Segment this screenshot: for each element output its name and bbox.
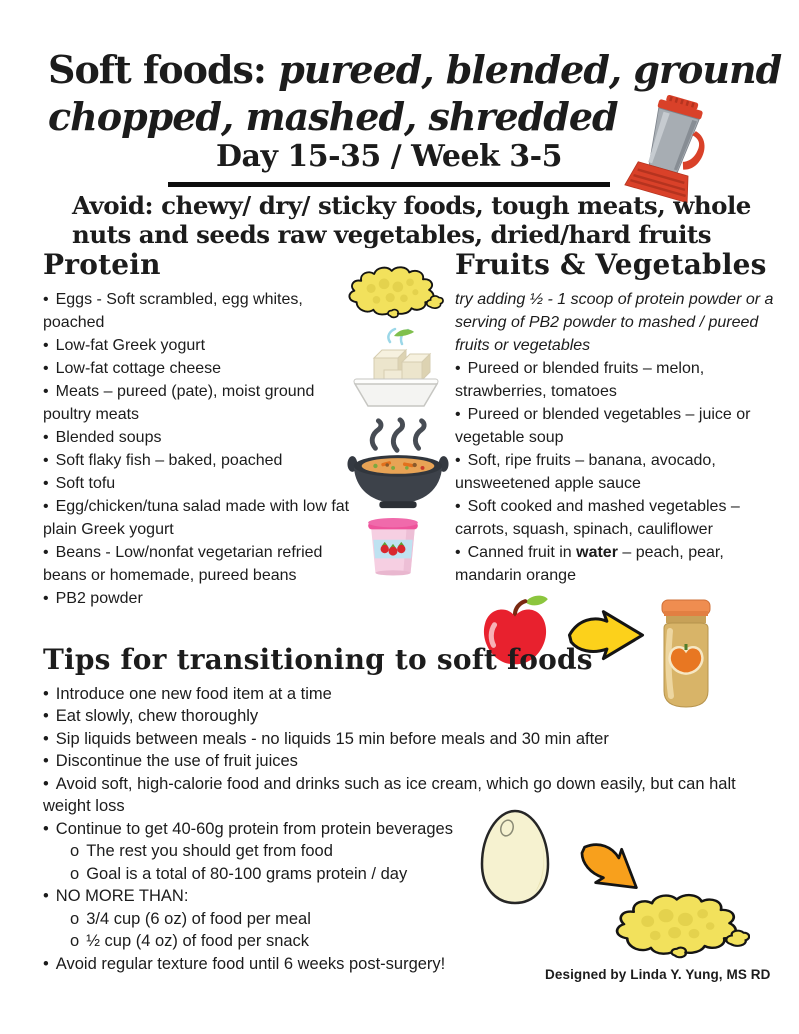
bullet-marker: • [43, 497, 49, 515]
list-item-text: Soft tofu [55, 474, 116, 492]
fruits-vegetables-heading: Fruits & Vegetables [455, 248, 767, 281]
list-item-text: Discontinue the use of fruit juices [55, 752, 298, 771]
bullet-marker: • [43, 954, 49, 973]
bullet-marker: o [70, 932, 80, 951]
list-item-text: Pureed or blended fruits – melon, strawberries, tomatoes [455, 359, 705, 400]
list-item [43, 380, 353, 426]
list-item [455, 403, 793, 449]
list-item [43, 495, 353, 541]
list-item [43, 288, 353, 334]
bullet-marker: • [43, 359, 49, 377]
bullet-marker: • [455, 359, 461, 377]
list-item [455, 541, 793, 587]
list-item [455, 495, 793, 541]
yogurt-cup-image [367, 517, 419, 577]
scrambled-eggs-image [344, 264, 444, 322]
list-item-text: Sip liquids between meals - no liquids 15 min before meals and 30 min after [55, 729, 609, 748]
list-item [43, 426, 353, 449]
list-item [43, 357, 353, 380]
bullet-marker: • [43, 428, 49, 446]
list-item [43, 587, 353, 610]
list-item-text: Blended soups [55, 428, 162, 446]
list-item-text: Avoid regular texture food until 6 weeks post-surgery! [55, 954, 446, 973]
scrambled-eggs-large-image [610, 891, 750, 963]
list-item-text: Goal is a total of 80-100 grams protein / day [86, 864, 408, 883]
bullet-marker: • [43, 543, 49, 561]
bullet-marker: • [43, 451, 49, 469]
bullet-marker: • [455, 497, 461, 515]
bullet-marker: • [43, 752, 49, 771]
bullet-marker: o [70, 864, 80, 883]
list-item-text: Soft, ripe fruits – banana, avocado, unsweetened apple sauce [455, 451, 716, 492]
list-item-text: Introduce one new food item at a time [55, 684, 332, 703]
bullet-marker: • [43, 707, 49, 726]
list-item-text: Eat slowly, chew thoroughly [55, 707, 259, 726]
title-line-1 [48, 46, 793, 93]
designer-credit: Designed by Linda Y. Yung, MS RD [545, 967, 771, 982]
bullet-marker: • [455, 451, 461, 469]
subtitle-underline [168, 182, 610, 187]
subtitle: Day 15-35 / Week 3-5 [216, 139, 562, 174]
bullet-marker: o [70, 842, 80, 861]
title-regular: Soft foods: [48, 47, 279, 92]
list-item [43, 818, 751, 841]
list-item-text: NO MORE THAN: [55, 887, 189, 906]
bullet-marker: • [43, 474, 49, 492]
protein-list [43, 288, 353, 610]
bullet-marker: • [43, 819, 49, 838]
list-item [455, 357, 793, 403]
protein-heading: Protein [43, 248, 161, 281]
list-item-text: Pureed or blended vegetables – juice or vegetable soup [455, 405, 751, 446]
list-item [43, 773, 751, 818]
fruits-list [455, 357, 793, 587]
bullet-marker: • [455, 543, 461, 561]
list-item-text: The rest you should get from food [86, 842, 333, 861]
list-item-text: 3/4 cup (6 oz) of food per meal [86, 909, 311, 928]
egg-image [477, 808, 553, 906]
bullet-marker: • [43, 774, 49, 793]
avoid-warning: Avoid: chewy/ dry/ sticky foods, tough meats, whole nuts and seeds raw vegetables, dried/hard fruits [72, 191, 751, 249]
protein-section [43, 250, 353, 610]
list-item [43, 683, 751, 706]
bullet-marker: • [43, 887, 49, 906]
list-item-text: Beans - Low/nonfat vegetarian refried beans or homemade, pureed beans [43, 543, 323, 584]
tips-heading: Tips for transitioning to soft foods [43, 643, 593, 676]
bullet-marker: • [43, 729, 49, 748]
list-item-text: Canned fruit in water – peach, pear, mandarin orange [455, 543, 724, 584]
list-item [43, 334, 353, 357]
list-item-text: Eggs - Soft scrambled, egg whites, poached [43, 290, 303, 331]
list-item [43, 840, 751, 863]
list-item-text: Low-fat Greek yogurt [55, 336, 206, 354]
fruits-intro-note: try adding ½ - 1 scoop of protein powder or a serving of PB2 powder to mashed / pureed fruits or vegetables [455, 290, 774, 354]
title-line-2: chopped, mashed, shredded [48, 94, 618, 139]
bullet-marker: • [43, 382, 49, 400]
list-item-text: Egg/chicken/tuna salad made with low fat plain Greek yogurt [43, 497, 350, 538]
bullet-marker: • [43, 336, 49, 354]
list-item-text: Meats – pureed (pate), moist ground poultry meats [43, 382, 315, 423]
list-item [43, 449, 353, 472]
list-item-text: Avoid soft, high-calorie food and drinks such as ice cream, which go down easily, but can halt weight loss [43, 774, 736, 816]
list-item-text: Continue to get 40-60g protein from protein beverages [55, 819, 453, 838]
list-item [43, 750, 751, 773]
list-item-text: ½ cup (4 oz) of food per snack [86, 932, 310, 951]
bullet-marker: • [43, 684, 49, 703]
tofu-bowl-image [350, 324, 442, 408]
list-item-text: Soft flaky fish – baked, poached [55, 451, 283, 469]
list-item [43, 705, 751, 728]
list-item-text: PB2 powder [55, 589, 143, 607]
soup-pot-image [346, 416, 450, 512]
fruits-vegetables-section [455, 250, 793, 587]
bullet-marker: • [455, 405, 461, 423]
list-item [43, 728, 751, 751]
list-item-text: Soft cooked and mashed vegetables – carrots, squash, spinach, cauliflower [455, 497, 740, 538]
title-italic-1: pureed, blended, ground [278, 47, 782, 92]
list-item [43, 472, 353, 495]
bullet-marker: • [43, 589, 49, 607]
bullet-marker: • [43, 290, 49, 308]
list-item [455, 449, 793, 495]
bullet-marker: o [70, 909, 80, 928]
list-item [43, 541, 353, 587]
blender-image [618, 94, 722, 204]
list-item-text: Low-fat cottage cheese [55, 359, 222, 377]
